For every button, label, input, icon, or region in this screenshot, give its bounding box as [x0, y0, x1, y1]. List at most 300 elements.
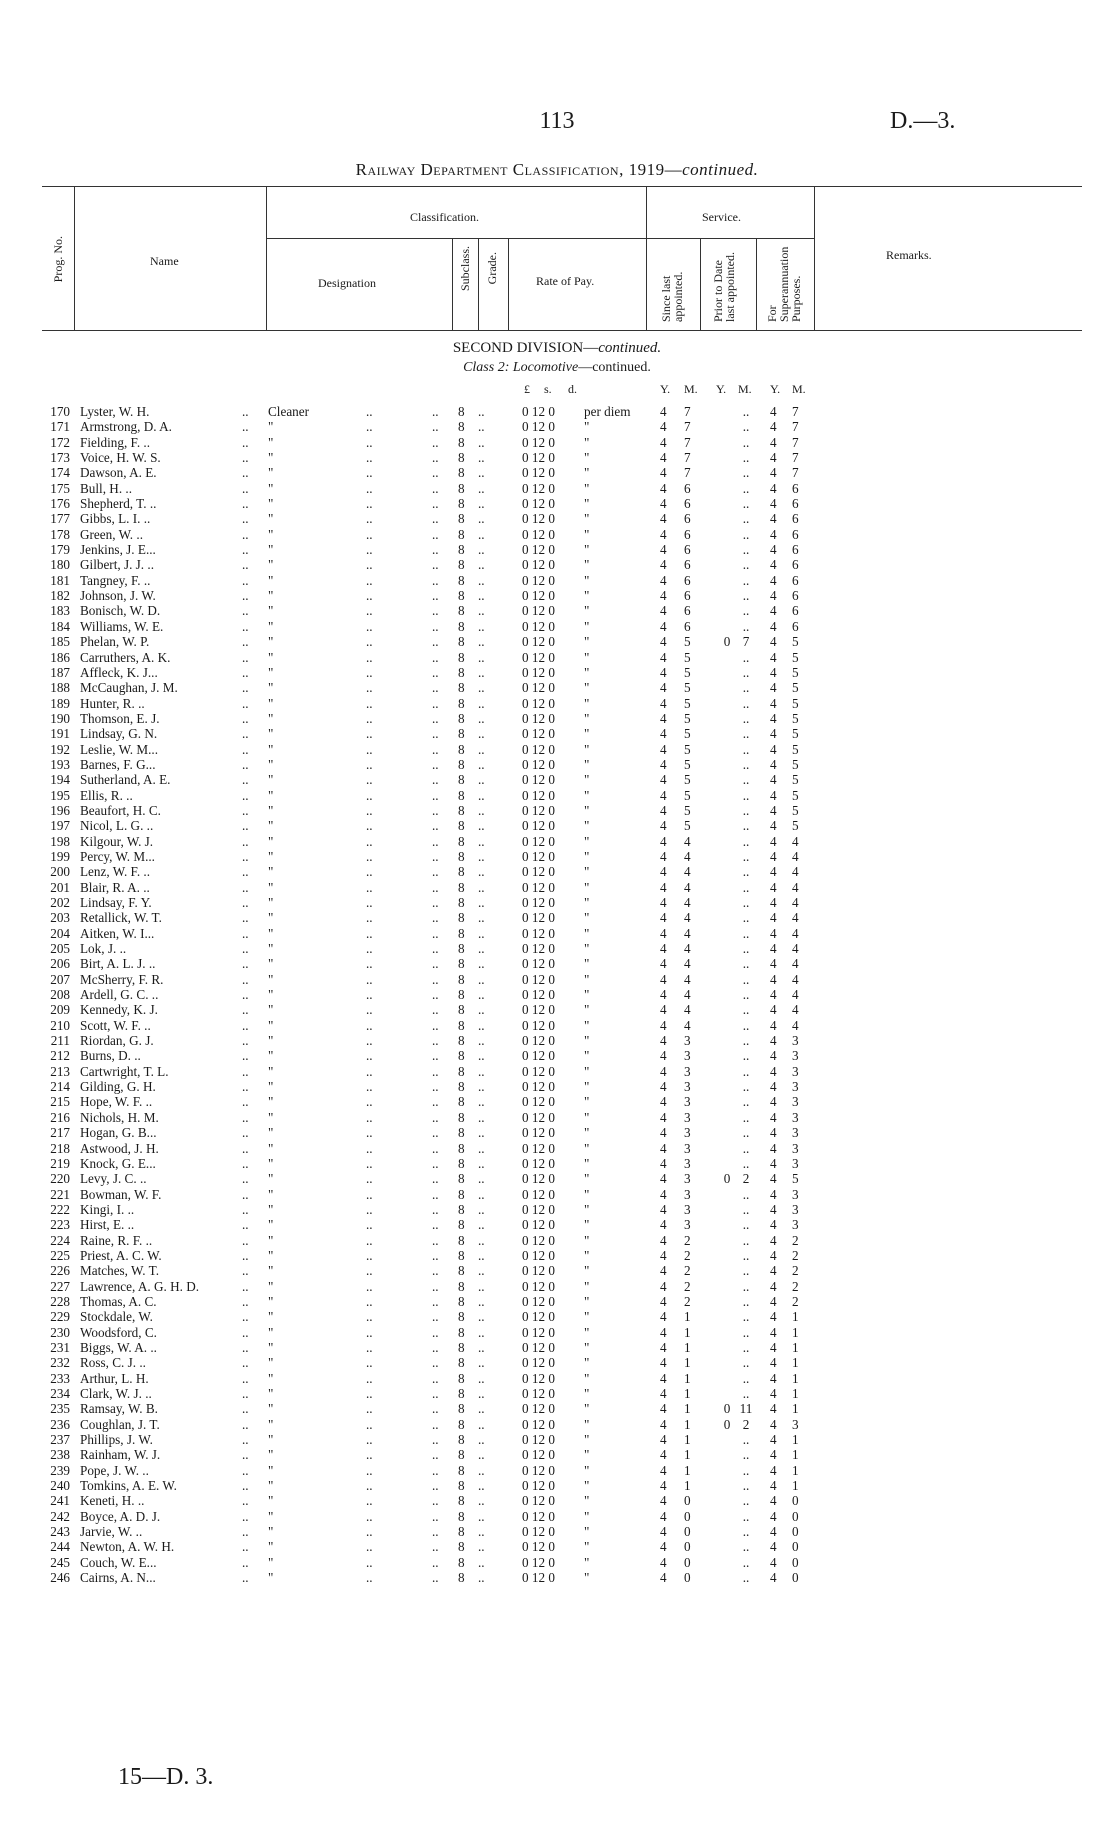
leader-dots: ..: [366, 618, 373, 634]
employee-name: Nicol, L. G. ..: [80, 818, 154, 834]
prog-no: 224: [50, 1232, 70, 1248]
prior-months: ..: [742, 895, 750, 910]
rate-of-pay: 0 12 0: [522, 818, 555, 834]
super-months: 2: [792, 1278, 799, 1294]
table-row: [0, 1279, 1114, 1294]
subclass: 8: [458, 1079, 465, 1095]
table-row: [0, 711, 1114, 726]
super-months: 6: [792, 496, 799, 512]
since-last-months: 4: [684, 848, 691, 864]
prog-no: 226: [50, 1263, 70, 1279]
super-years: 4: [770, 848, 777, 864]
prior-months: ..: [742, 480, 750, 496]
table-row: [0, 1447, 1114, 1462]
subclass: 8: [458, 1293, 465, 1309]
since-last-years: 4: [660, 1493, 667, 1509]
prior-months: ..: [742, 1186, 750, 1202]
leader-dots: ..: [366, 1002, 373, 1018]
leader-dots: ..: [478, 1232, 485, 1248]
leader-dots: ..: [478, 925, 485, 941]
super-months: 7: [792, 434, 799, 450]
leader-dots: ..: [366, 1355, 373, 1371]
employee-name: Lawrence, A. G. H. D.: [80, 1278, 200, 1294]
super-months: 4: [792, 987, 799, 1003]
leader-dots: ..: [432, 818, 439, 834]
super-months: 4: [792, 910, 799, 926]
prior-months: ..: [742, 1063, 750, 1079]
rate-of-pay: 0 12 0: [522, 1033, 555, 1049]
leader-dots: ..: [432, 1309, 439, 1325]
since-last-years: 4: [660, 618, 667, 634]
designation: ": [268, 756, 274, 772]
designation: ": [268, 864, 274, 880]
since-last-months: 1: [684, 1432, 691, 1448]
leader-dots: ..: [432, 1002, 439, 1018]
table-row: [0, 1125, 1114, 1140]
rate-unit: ": [584, 1432, 590, 1448]
super-months: 7: [792, 450, 799, 466]
prog-no: 216: [50, 1109, 70, 1125]
subclass: 8: [458, 511, 465, 527]
since-last-months: 6: [684, 572, 691, 588]
rate-unit: ": [584, 1478, 590, 1494]
since-last-years: 4: [660, 557, 667, 573]
rate-of-pay: 0 12 0: [522, 1217, 555, 1233]
prior-months: 7: [742, 634, 750, 650]
designation: ": [268, 1432, 274, 1448]
section-heading: [0, 340, 1114, 357]
rate-unit: ": [584, 695, 590, 711]
leader-dots: ..: [478, 1201, 485, 1217]
prior-months: ..: [742, 726, 750, 742]
subclass: 8: [458, 925, 465, 941]
rate-of-pay: 0 12 0: [522, 1570, 555, 1586]
since-last-years: 4: [660, 1217, 667, 1233]
leader-dots: ..: [242, 1416, 249, 1432]
table-row: [0, 1233, 1114, 1248]
super-years: 4: [770, 1155, 777, 1171]
prior-months: ..: [742, 1094, 750, 1110]
super-years: 4: [770, 1493, 777, 1509]
rate-unit: ": [584, 1079, 590, 1095]
designation: ": [268, 634, 274, 650]
super-months: 1: [792, 1478, 799, 1494]
employee-name: Lindsay, G. N.: [80, 726, 158, 742]
super-years: 4: [770, 1171, 777, 1187]
leader-dots: ..: [366, 1309, 373, 1325]
prior-months: ..: [742, 1524, 750, 1540]
subclass: 8: [458, 695, 465, 711]
rate-of-pay: 0 12 0: [522, 772, 555, 788]
prog-no: 200: [50, 864, 70, 880]
employee-name: Pope, J. W. ..: [80, 1462, 149, 1478]
rate-of-pay: 0 12 0: [522, 404, 555, 419]
designation: ": [268, 1278, 274, 1294]
table-row: [0, 450, 1114, 465]
table-row: [0, 956, 1114, 971]
designation: ": [268, 1324, 274, 1340]
leader-dots: ..: [478, 1002, 485, 1018]
rate-unit: ": [584, 1554, 590, 1570]
designation: ": [268, 1493, 274, 1509]
super-months: 6: [792, 572, 799, 588]
leader-dots: ..: [366, 450, 373, 466]
rate-unit: ": [584, 1002, 590, 1018]
prior-months: ..: [742, 1079, 750, 1095]
leader-dots: ..: [366, 1171, 373, 1187]
leader-dots: ..: [432, 572, 439, 588]
super-years: 4: [770, 1554, 777, 1570]
prog-no: 171: [50, 419, 70, 435]
header-subclass: Subclass.: [458, 246, 472, 291]
table-row: [0, 419, 1114, 434]
rate-of-pay: 0 12 0: [522, 419, 555, 435]
super-years: 4: [770, 511, 777, 527]
rate-unit: ": [584, 987, 590, 1003]
leader-dots: ..: [366, 1570, 373, 1586]
prog-no: 190: [50, 710, 70, 726]
table-row: [0, 1002, 1114, 1017]
leader-dots: ..: [366, 1140, 373, 1156]
subclass: 8: [458, 1386, 465, 1401]
rate-of-pay: 0 12 0: [522, 1094, 555, 1110]
table-row: [0, 1401, 1114, 1416]
table-row: [0, 757, 1114, 772]
prior-months: ..: [742, 1570, 750, 1586]
prior-months: ..: [742, 465, 750, 481]
table-row: [0, 926, 1114, 941]
prior-months: ..: [742, 1386, 750, 1401]
since-last-months: 4: [684, 987, 691, 1003]
prior-months: ..: [742, 1278, 750, 1294]
prog-no: 192: [50, 741, 70, 757]
since-last-months: 6: [684, 496, 691, 512]
super-months: 0: [792, 1539, 799, 1555]
employee-name: Dawson, A. E.: [80, 465, 157, 481]
since-last-years: 4: [660, 1447, 667, 1463]
super-years: 4: [770, 956, 777, 972]
leader-dots: ..: [366, 664, 373, 680]
subclass: 8: [458, 618, 465, 634]
super-months: 5: [792, 772, 799, 788]
super-years: 4: [770, 1401, 777, 1417]
leader-dots: ..: [432, 649, 439, 665]
rule-v9: [814, 186, 815, 330]
super-months: 4: [792, 1017, 799, 1033]
super-months: 3: [792, 1125, 799, 1141]
since-last-months: 1: [684, 1478, 691, 1494]
leader-dots: ..: [432, 419, 439, 435]
super-years: 4: [770, 1263, 777, 1279]
since-last-years: 4: [660, 1155, 667, 1171]
leader-dots: ..: [242, 588, 249, 604]
designation: ": [268, 496, 274, 512]
since-last-years: 4: [660, 1401, 667, 1417]
leader-dots: ..: [242, 1186, 249, 1202]
leader-dots: ..: [242, 1339, 249, 1355]
since-last-years: 4: [660, 910, 667, 926]
table-row: [0, 1309, 1114, 1324]
super-months: 6: [792, 526, 799, 542]
leader-dots: ..: [242, 480, 249, 496]
prog-no: 222: [50, 1201, 70, 1217]
since-last-months: 3: [684, 1201, 691, 1217]
subclass: 8: [458, 848, 465, 864]
employee-name: Voice, H. W. S.: [80, 450, 161, 466]
super-months: 5: [792, 710, 799, 726]
subclass: 8: [458, 1217, 465, 1233]
subclass: 8: [458, 802, 465, 818]
prior-months: ..: [742, 695, 750, 711]
super-months: 0: [792, 1493, 799, 1509]
super-years: 4: [770, 1033, 777, 1049]
rate-of-pay: 0 12 0: [522, 1232, 555, 1248]
since-last-years: 4: [660, 450, 667, 466]
super-years: 4: [770, 1324, 777, 1340]
leader-dots: ..: [478, 1324, 485, 1340]
leader-dots: ..: [242, 895, 249, 910]
super-months: 4: [792, 895, 799, 910]
since-last-years: 4: [660, 1125, 667, 1141]
leader-dots: ..: [366, 1109, 373, 1125]
leader-dots: ..: [432, 802, 439, 818]
super-years: 4: [770, 879, 777, 895]
leader-dots: ..: [242, 925, 249, 941]
prog-no: 227: [50, 1278, 70, 1294]
rate-unit: ": [584, 787, 590, 803]
leader-dots: ..: [478, 741, 485, 757]
employee-name: Bull, H. ..: [80, 480, 133, 496]
leader-dots: ..: [242, 1355, 249, 1371]
rule-v3: [452, 238, 453, 330]
leader-dots: ..: [366, 1155, 373, 1171]
since-last-years: 4: [660, 1186, 667, 1202]
designation: ": [268, 419, 274, 435]
since-last-months: 1: [684, 1309, 691, 1325]
since-last-months: 5: [684, 756, 691, 772]
designation: ": [268, 1524, 274, 1540]
subclass: 8: [458, 1554, 465, 1570]
prog-no: 230: [50, 1324, 70, 1340]
leader-dots: ..: [242, 1432, 249, 1448]
subclass: 8: [458, 1171, 465, 1187]
unit-months-prior: M.: [738, 382, 752, 396]
prior-months: ..: [742, 1247, 750, 1263]
prior-months: ..: [742, 1293, 750, 1309]
since-last-years: 4: [660, 1079, 667, 1095]
employee-name: Priest, A. C. W.: [80, 1247, 162, 1263]
header-name: Name: [150, 254, 179, 268]
leader-dots: ..: [242, 787, 249, 803]
leader-dots: ..: [366, 1017, 373, 1033]
employee-name: Stockdale, W.: [80, 1309, 153, 1325]
super-years: 4: [770, 802, 777, 818]
rate-unit: ": [584, 1125, 590, 1141]
leader-dots: ..: [242, 956, 249, 972]
employee-name: Kennedy, K. J.: [80, 1002, 158, 1018]
leader-dots: ..: [432, 542, 439, 558]
prog-no: 191: [50, 726, 70, 742]
designation: ": [268, 1033, 274, 1049]
since-last-months: 0: [684, 1539, 691, 1555]
leader-dots: ..: [242, 1201, 249, 1217]
super-months: 1: [792, 1355, 799, 1371]
super-months: 6: [792, 603, 799, 619]
leader-dots: ..: [478, 710, 485, 726]
prior-months: ..: [742, 450, 750, 466]
subclass: 8: [458, 726, 465, 742]
leader-dots: ..: [242, 557, 249, 573]
leader-dots: ..: [242, 496, 249, 512]
super-months: 5: [792, 787, 799, 803]
designation: ": [268, 941, 274, 957]
super-months: 1: [792, 1370, 799, 1386]
employee-name: Johnson, J. W.: [80, 588, 156, 604]
leader-dots: ..: [478, 1186, 485, 1202]
super-years: 4: [770, 465, 777, 481]
leader-dots: ..: [432, 1478, 439, 1494]
designation: ": [268, 1109, 274, 1125]
leader-dots: ..: [478, 833, 485, 849]
table-row: [0, 1539, 1114, 1554]
prior-months: ..: [742, 1002, 750, 1018]
designation: ": [268, 910, 274, 926]
table-row: [0, 1079, 1114, 1094]
leader-dots: ..: [366, 526, 373, 542]
super-years: 4: [770, 634, 777, 650]
leader-dots: ..: [242, 1155, 249, 1171]
leader-dots: ..: [366, 1478, 373, 1494]
leader-dots: ..: [366, 1293, 373, 1309]
header-grade: Grade.: [485, 252, 499, 285]
header-prior-to-date: Prior to Date last appointed.: [711, 252, 737, 322]
prior-months: ..: [742, 557, 750, 573]
leader-dots: ..: [242, 1493, 249, 1509]
rate-of-pay: 0 12 0: [522, 1063, 555, 1079]
since-last-years: 4: [660, 956, 667, 972]
super-months: 7: [792, 465, 799, 481]
rate-unit: ": [584, 603, 590, 619]
since-last-months: 2: [684, 1263, 691, 1279]
super-months: 6: [792, 542, 799, 558]
header-for-super: For Superannuation Purposes.: [765, 246, 803, 322]
rate-of-pay: 0 12 0: [522, 1017, 555, 1033]
super-years: 4: [770, 1125, 777, 1141]
rate-unit: ": [584, 1416, 590, 1432]
since-last-years: 4: [660, 434, 667, 450]
since-last-years: 4: [660, 1416, 667, 1432]
rate-unit: ": [584, 1355, 590, 1371]
since-last-months: 3: [684, 1109, 691, 1125]
rate-unit: ": [584, 1524, 590, 1540]
designation: ": [268, 1554, 274, 1570]
leader-dots: ..: [242, 680, 249, 696]
leader-dots: ..: [478, 1048, 485, 1064]
subclass: 8: [458, 879, 465, 895]
table-row: [0, 1371, 1114, 1386]
prog-no: 202: [50, 895, 70, 910]
employee-name: Lyster, W. H.: [80, 404, 150, 419]
leader-dots: ..: [242, 542, 249, 558]
leader-dots: ..: [432, 404, 439, 419]
leader-dots: ..: [366, 434, 373, 450]
super-months: 4: [792, 1002, 799, 1018]
rate-of-pay: 0 12 0: [522, 695, 555, 711]
subclass: 8: [458, 1140, 465, 1156]
prior-months: ..: [742, 864, 750, 880]
super-months: 1: [792, 1447, 799, 1463]
table-row: [0, 634, 1114, 649]
super-months: 6: [792, 557, 799, 573]
rate-unit: ": [584, 465, 590, 481]
rate-of-pay: 0 12 0: [522, 833, 555, 849]
designation: ": [268, 450, 274, 466]
rate-of-pay: 0 12 0: [522, 1186, 555, 1202]
super-months: 3: [792, 1033, 799, 1049]
rate-of-pay: 0 12 0: [522, 741, 555, 757]
since-last-months: 3: [684, 1155, 691, 1171]
super-months: 5: [792, 726, 799, 742]
since-last-months: 1: [684, 1447, 691, 1463]
table-row: [0, 788, 1114, 803]
since-last-years: 4: [660, 1094, 667, 1110]
table-row: [0, 772, 1114, 787]
class-heading: [0, 360, 1114, 376]
leader-dots: ..: [242, 1033, 249, 1049]
table-row: [0, 696, 1114, 711]
super-months: 0: [792, 1554, 799, 1570]
table-row: [0, 588, 1114, 603]
leader-dots: ..: [432, 1094, 439, 1110]
prior-months: ..: [742, 603, 750, 619]
leader-dots: ..: [478, 1217, 485, 1233]
designation: ": [268, 1079, 274, 1095]
employee-name: Kingi, I. ..: [80, 1201, 135, 1217]
leader-dots: ..: [478, 1339, 485, 1355]
super-years: 4: [770, 833, 777, 849]
prog-no: 172: [50, 434, 70, 450]
leader-dots: ..: [432, 1017, 439, 1033]
employee-name: Burns, D. ..: [80, 1048, 141, 1064]
prior-months: ..: [742, 787, 750, 803]
since-last-years: 4: [660, 588, 667, 604]
leader-dots: ..: [478, 1017, 485, 1033]
employee-name: Jenkins, J. E...: [80, 542, 156, 558]
since-last-months: 3: [684, 1186, 691, 1202]
table-row: [0, 1018, 1114, 1033]
leader-dots: ..: [478, 987, 485, 1003]
since-last-years: 4: [660, 1232, 667, 1248]
subclass: 8: [458, 941, 465, 957]
designation: ": [268, 1017, 274, 1033]
prog-no: 234: [50, 1386, 70, 1401]
prior-months: ..: [742, 987, 750, 1003]
since-last-months: 4: [684, 1002, 691, 1018]
rate-unit: ": [584, 879, 590, 895]
designation: ": [268, 1263, 274, 1279]
leader-dots: ..: [432, 1432, 439, 1448]
rate-of-pay: 0 12 0: [522, 664, 555, 680]
since-last-years: 4: [660, 879, 667, 895]
rate-of-pay: 0 12 0: [522, 557, 555, 573]
leader-dots: ..: [432, 956, 439, 972]
table-row: [0, 619, 1114, 634]
leader-dots: ..: [478, 1554, 485, 1570]
leader-dots: ..: [432, 848, 439, 864]
designation: ": [268, 833, 274, 849]
leader-dots: ..: [242, 695, 249, 711]
rate-unit: ": [584, 1309, 590, 1325]
